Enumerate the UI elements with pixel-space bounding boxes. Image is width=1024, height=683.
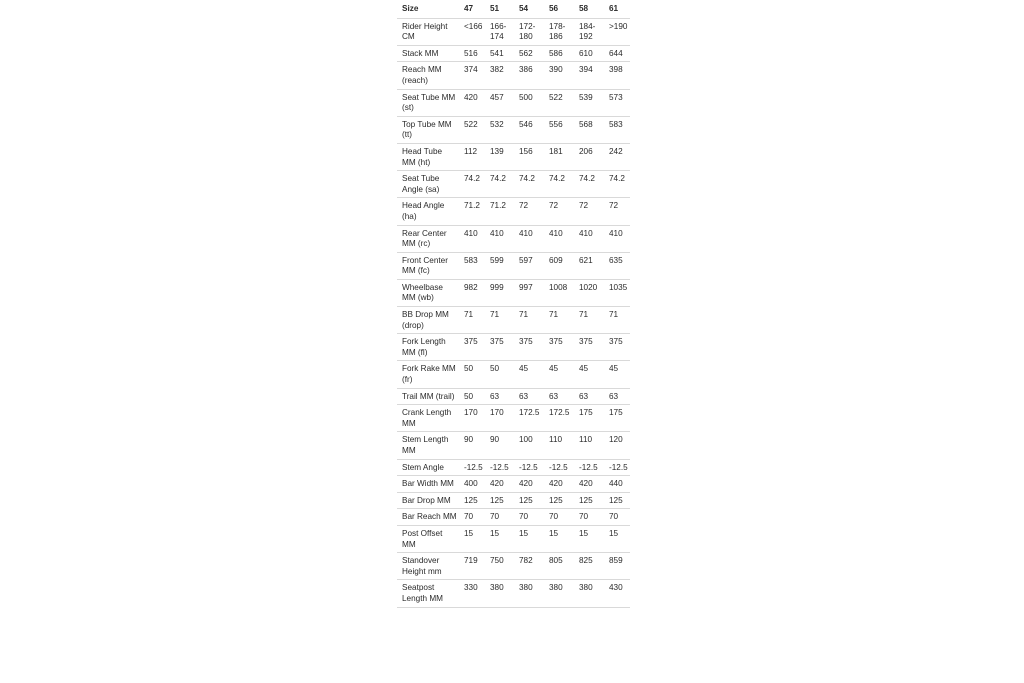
table-cell: 166-174 xyxy=(485,18,514,45)
table-cell: 72 xyxy=(514,198,544,225)
table-cell: 375 xyxy=(459,334,485,361)
table-cell: 430 xyxy=(604,580,630,607)
table-row xyxy=(397,476,630,493)
table-cell: 390 xyxy=(544,62,574,89)
table-cell: 110 xyxy=(574,432,604,459)
table-cell: 170 xyxy=(459,405,485,432)
table-cell: 172-180 xyxy=(514,18,544,45)
table-cell: 375 xyxy=(574,334,604,361)
table-cell: 410 xyxy=(485,225,514,252)
table-cell: 63 xyxy=(485,388,514,405)
table-cell: 63 xyxy=(604,388,630,405)
table-cell: 522 xyxy=(544,89,574,116)
table-cell: 982 xyxy=(459,279,485,306)
table-cell: 71 xyxy=(604,307,630,334)
table-cell: 516 xyxy=(459,45,485,62)
table-cell: >190 xyxy=(604,18,630,45)
column-header-size-54: 54 xyxy=(514,0,544,18)
table-cell: 621 xyxy=(574,252,604,279)
row-label: Reach MM (reach) xyxy=(397,62,459,89)
column-header-size-58: 58 xyxy=(574,0,604,18)
table-cell: 380 xyxy=(514,580,544,607)
table-cell: 825 xyxy=(574,553,604,580)
table-cell: 420 xyxy=(574,476,604,493)
table-cell: 1020 xyxy=(574,279,604,306)
table-cell: 125 xyxy=(485,492,514,509)
table-cell: 380 xyxy=(574,580,604,607)
table-row xyxy=(397,459,630,476)
table-cell: 70 xyxy=(574,509,604,526)
table-row xyxy=(397,553,630,580)
table-cell: 71 xyxy=(544,307,574,334)
table-cell: 380 xyxy=(544,580,574,607)
table-cell: 71 xyxy=(574,307,604,334)
table-cell: 400 xyxy=(459,476,485,493)
table-row xyxy=(397,580,630,607)
table-cell: 410 xyxy=(604,225,630,252)
table-cell: 635 xyxy=(604,252,630,279)
row-label: Seat Tube MM (st) xyxy=(397,89,459,116)
row-label: Rider Height CM xyxy=(397,18,459,45)
column-header-size-47: 47 xyxy=(459,0,485,18)
table-cell: 175 xyxy=(574,405,604,432)
table-cell: 420 xyxy=(514,476,544,493)
table-cell: <166 xyxy=(459,18,485,45)
table-cell: 74.2 xyxy=(574,171,604,198)
table-cell: 71 xyxy=(485,307,514,334)
table-cell: 184-192 xyxy=(574,18,604,45)
table-cell: 394 xyxy=(574,62,604,89)
table-cell: 386 xyxy=(514,62,544,89)
table-row xyxy=(397,307,630,334)
geometry-table xyxy=(397,0,630,608)
table-cell: -12.5 xyxy=(574,459,604,476)
table-cell: 15 xyxy=(544,525,574,552)
table-cell: 15 xyxy=(514,525,544,552)
table-cell: 374 xyxy=(459,62,485,89)
table-cell: 410 xyxy=(574,225,604,252)
table-cell: 90 xyxy=(485,432,514,459)
table-cell: 539 xyxy=(574,89,604,116)
table-cell: 206 xyxy=(574,143,604,170)
table-cell: 420 xyxy=(544,476,574,493)
row-label: Bar Drop MM xyxy=(397,492,459,509)
table-cell: 110 xyxy=(544,432,574,459)
table-row xyxy=(397,405,630,432)
table-cell: 172.5 xyxy=(514,405,544,432)
table-cell: 72 xyxy=(604,198,630,225)
table-cell: 74.2 xyxy=(459,171,485,198)
table-cell: 70 xyxy=(544,509,574,526)
table-cell: 172.5 xyxy=(544,405,574,432)
table-cell: 997 xyxy=(514,279,544,306)
row-label: Rear Center MM (rc) xyxy=(397,225,459,252)
table-row xyxy=(397,45,630,62)
table-cell: 15 xyxy=(485,525,514,552)
table-cell: 71 xyxy=(459,307,485,334)
table-cell: 398 xyxy=(604,62,630,89)
table-cell: 583 xyxy=(604,116,630,143)
table-cell: -12.5 xyxy=(514,459,544,476)
table-cell: 70 xyxy=(485,509,514,526)
table-cell: 719 xyxy=(459,553,485,580)
table-header-row xyxy=(397,0,630,18)
table-cell: 410 xyxy=(514,225,544,252)
table-cell: 90 xyxy=(459,432,485,459)
table-cell: 375 xyxy=(485,334,514,361)
table-cell: 420 xyxy=(485,476,514,493)
table-row xyxy=(397,279,630,306)
table-cell: 500 xyxy=(514,89,544,116)
table-cell: 74.2 xyxy=(485,171,514,198)
table-cell: 609 xyxy=(544,252,574,279)
table-cell: 50 xyxy=(459,361,485,388)
column-header-size-51: 51 xyxy=(485,0,514,18)
table-cell: 382 xyxy=(485,62,514,89)
table-cell: 586 xyxy=(544,45,574,62)
table-cell: 50 xyxy=(485,361,514,388)
row-label: Fork Length MM (fl) xyxy=(397,334,459,361)
table-row xyxy=(397,252,630,279)
row-label: Top Tube MM (tt) xyxy=(397,116,459,143)
row-label: BB Drop MM (drop) xyxy=(397,307,459,334)
table-row xyxy=(397,62,630,89)
table-row xyxy=(397,116,630,143)
table-cell: 457 xyxy=(485,89,514,116)
table-cell: 112 xyxy=(459,143,485,170)
table-cell: 178-186 xyxy=(544,18,574,45)
table-cell: 156 xyxy=(514,143,544,170)
table-cell: 599 xyxy=(485,252,514,279)
table-row xyxy=(397,143,630,170)
table-cell: 70 xyxy=(514,509,544,526)
row-label: Seat Tube Angle (sa) xyxy=(397,171,459,198)
table-cell: 63 xyxy=(574,388,604,405)
table-cell: 805 xyxy=(544,553,574,580)
column-header-size: Size xyxy=(397,0,459,18)
table-row xyxy=(397,334,630,361)
row-label: Head Angle (ha) xyxy=(397,198,459,225)
table-cell: 782 xyxy=(514,553,544,580)
table-cell: 999 xyxy=(485,279,514,306)
table-cell: 125 xyxy=(544,492,574,509)
row-label: Head Tube MM (ht) xyxy=(397,143,459,170)
row-label: Seatpost Length MM xyxy=(397,580,459,607)
row-label: Stem Angle xyxy=(397,459,459,476)
table-cell: 125 xyxy=(514,492,544,509)
table-cell: 70 xyxy=(604,509,630,526)
table-cell: 330 xyxy=(459,580,485,607)
table-cell: 1008 xyxy=(544,279,574,306)
table-cell: 1035 xyxy=(604,279,630,306)
table-cell: 583 xyxy=(459,252,485,279)
table-row xyxy=(397,225,630,252)
table-cell: 541 xyxy=(485,45,514,62)
table-cell: -12.5 xyxy=(485,459,514,476)
table-cell: 45 xyxy=(544,361,574,388)
table-cell: 181 xyxy=(544,143,574,170)
table-row xyxy=(397,198,630,225)
table-cell: 45 xyxy=(514,361,544,388)
table-cell: 532 xyxy=(485,116,514,143)
table-row xyxy=(397,492,630,509)
table-cell: 610 xyxy=(574,45,604,62)
table-cell: 139 xyxy=(485,143,514,170)
table-cell: 63 xyxy=(544,388,574,405)
table-row xyxy=(397,171,630,198)
table-row xyxy=(397,525,630,552)
row-label: Wheelbase MM (wb) xyxy=(397,279,459,306)
row-label: Stem Length MM xyxy=(397,432,459,459)
row-label: Trail MM (trail) xyxy=(397,388,459,405)
table-cell: 375 xyxy=(604,334,630,361)
table-cell: 72 xyxy=(544,198,574,225)
table-cell: 50 xyxy=(459,388,485,405)
table-cell: 15 xyxy=(574,525,604,552)
table-cell: 71.2 xyxy=(459,198,485,225)
table-cell: 70 xyxy=(459,509,485,526)
table-cell: 74.2 xyxy=(544,171,574,198)
table-cell: 522 xyxy=(459,116,485,143)
table-cell: 175 xyxy=(604,405,630,432)
table-cell: 45 xyxy=(604,361,630,388)
row-label: Fork Rake MM (fr) xyxy=(397,361,459,388)
table-cell: 597 xyxy=(514,252,544,279)
table-cell: 546 xyxy=(514,116,544,143)
table-cell: 562 xyxy=(514,45,544,62)
table-cell: 120 xyxy=(604,432,630,459)
table-cell: 440 xyxy=(604,476,630,493)
table-cell: 72 xyxy=(574,198,604,225)
table-cell: 170 xyxy=(485,405,514,432)
table-cell: 125 xyxy=(604,492,630,509)
table-cell: 242 xyxy=(604,143,630,170)
table-cell: 100 xyxy=(514,432,544,459)
table-cell: 380 xyxy=(485,580,514,607)
table-cell: 750 xyxy=(485,553,514,580)
table-cell: 125 xyxy=(459,492,485,509)
row-label: Bar Width MM xyxy=(397,476,459,493)
table-cell: 375 xyxy=(544,334,574,361)
table-cell: 74.2 xyxy=(604,171,630,198)
table-cell: 71 xyxy=(514,307,544,334)
row-label: Front Center MM (fc) xyxy=(397,252,459,279)
row-label: Bar Reach MM xyxy=(397,509,459,526)
table-cell: 644 xyxy=(604,45,630,62)
table-cell: 15 xyxy=(459,525,485,552)
table-cell: 410 xyxy=(459,225,485,252)
row-label: Post Offset MM xyxy=(397,525,459,552)
table-row xyxy=(397,18,630,45)
table-cell: 15 xyxy=(604,525,630,552)
row-label: Crank Length MM xyxy=(397,405,459,432)
column-header-size-56: 56 xyxy=(544,0,574,18)
table-body xyxy=(397,18,630,607)
column-header-size-61: 61 xyxy=(604,0,630,18)
table-row xyxy=(397,509,630,526)
table-cell: -12.5 xyxy=(604,459,630,476)
table-row xyxy=(397,361,630,388)
table-cell: -12.5 xyxy=(544,459,574,476)
table-row xyxy=(397,89,630,116)
table-cell: 375 xyxy=(514,334,544,361)
table-cell: 568 xyxy=(574,116,604,143)
table-cell: 410 xyxy=(544,225,574,252)
row-label: Standover Height mm xyxy=(397,553,459,580)
row-label: Stack MM xyxy=(397,45,459,62)
table-cell: 556 xyxy=(544,116,574,143)
table-cell: 125 xyxy=(574,492,604,509)
table-row xyxy=(397,432,630,459)
table-cell: -12.5 xyxy=(459,459,485,476)
table-cell: 71.2 xyxy=(485,198,514,225)
table-cell: 420 xyxy=(459,89,485,116)
table-row xyxy=(397,388,630,405)
table-cell: 74.2 xyxy=(514,171,544,198)
table-cell: 63 xyxy=(514,388,544,405)
table-cell: 859 xyxy=(604,553,630,580)
table-cell: 45 xyxy=(574,361,604,388)
table-cell: 573 xyxy=(604,89,630,116)
